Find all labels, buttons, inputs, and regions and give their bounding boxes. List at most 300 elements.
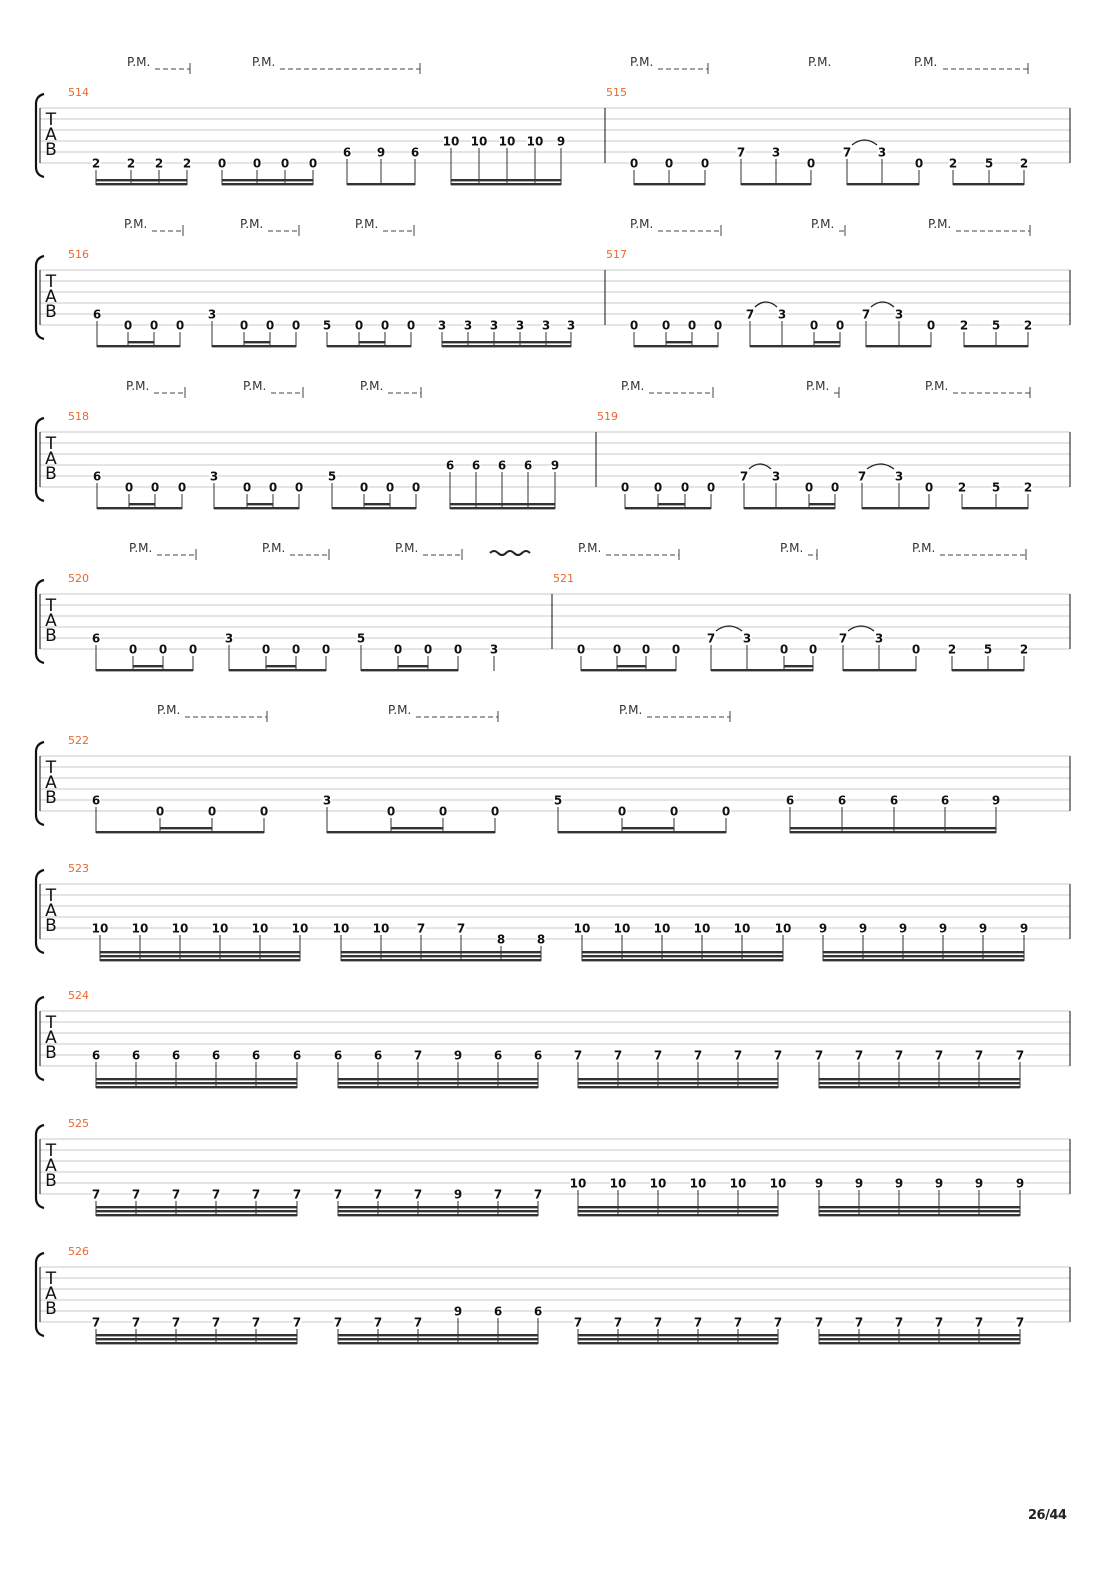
fret-number: 0 (207, 804, 217, 819)
fret-number: 0 (911, 642, 921, 657)
fret-number: 7 (413, 1315, 423, 1330)
fret-number: 0 (713, 318, 723, 333)
fret-number: 2 (1023, 318, 1033, 333)
fret-number: 7 (706, 631, 716, 646)
fret-number: 5 (983, 642, 993, 657)
beam (338, 1082, 538, 1084)
beam (952, 669, 1024, 671)
fret-number: 9 (453, 1304, 463, 1319)
fret-number: 7 (91, 1315, 101, 1330)
fret-number: 0 (321, 642, 331, 657)
measure-number: 522 (68, 734, 89, 747)
fret-number: 7 (333, 1187, 343, 1202)
fret-number: 7 (211, 1187, 221, 1202)
fret-number: 2 (948, 156, 958, 171)
fret-number: 0 (259, 804, 269, 819)
fret-number: 7 (894, 1048, 904, 1063)
tab-system (36, 703, 1070, 833)
fret-number: 0 (835, 318, 845, 333)
fret-number: 6 (410, 145, 420, 160)
fret-number: 10 (498, 134, 516, 149)
beam (578, 1206, 778, 1208)
fret-number: 7 (131, 1187, 141, 1202)
beam (229, 669, 326, 671)
beam (744, 507, 835, 509)
fret-number: 0 (490, 804, 500, 819)
beam (96, 1334, 297, 1336)
fret-number: 6 (493, 1304, 503, 1319)
fret-number: 10 (649, 1176, 667, 1191)
fret-number: 0 (188, 642, 198, 657)
tab-system (36, 217, 1070, 347)
fret-number: 5 (553, 793, 563, 808)
tab-system (36, 55, 1070, 185)
fret-number: 7 (373, 1187, 383, 1202)
fret-number: 7 (131, 1315, 141, 1330)
fret-number: 2 (1019, 642, 1029, 657)
tab-clef-letter: T (45, 886, 57, 906)
beam (581, 669, 676, 671)
fret-number: 3 (437, 318, 447, 333)
fret-number: 10 (291, 921, 309, 936)
tab-clef-letter: T (45, 272, 57, 292)
measure-number: 524 (68, 989, 89, 1002)
fret-number: 2 (126, 156, 136, 171)
beam (823, 959, 1024, 961)
fret-number: 7 (894, 1315, 904, 1330)
fret-number: 10 (251, 921, 269, 936)
beam (338, 1338, 538, 1340)
page-number: 26/44 (1028, 1508, 1067, 1523)
fret-number: 0 (175, 318, 185, 333)
fret-number: 0 (706, 480, 716, 495)
fret-number: 10 (569, 1176, 587, 1191)
tab-clef-letter: A (45, 449, 57, 469)
fret-number: 0 (177, 480, 187, 495)
fret-number: 0 (406, 318, 416, 333)
fret-number: 7 (493, 1187, 503, 1202)
measure-number: 514 (68, 86, 89, 99)
beam (128, 341, 154, 343)
fret-number: 5 (991, 318, 1001, 333)
fret-number: 6 (523, 458, 533, 473)
fret-number: 0 (653, 480, 663, 495)
fret-number: 6 (333, 1048, 343, 1063)
measure-number: 525 (68, 1117, 89, 1130)
beam (97, 507, 182, 509)
palm-mute-label: P.M. (124, 217, 148, 231)
beam (96, 1086, 297, 1088)
fret-number: 6 (940, 793, 950, 808)
fret-number: 0 (291, 318, 301, 333)
fret-number: 10 (211, 921, 229, 936)
fret-number: 9 (938, 921, 948, 936)
beam (96, 1078, 297, 1080)
beam (666, 341, 692, 343)
beam (558, 831, 726, 833)
beam (244, 341, 270, 343)
fret-number: 7 (934, 1315, 944, 1330)
measure-number: 519 (597, 410, 618, 423)
fret-number: 3 (322, 793, 332, 808)
fret-number: 6 (91, 1048, 101, 1063)
fret-number: 3 (771, 145, 781, 160)
tab-system (36, 1117, 1070, 1216)
fret-number: 10 (526, 134, 544, 149)
beam (578, 1210, 778, 1212)
fret-number: 9 (818, 921, 828, 936)
fret-number: 10 (372, 921, 390, 936)
beam (96, 1210, 297, 1212)
palm-mute-label: P.M. (630, 55, 654, 69)
fret-number: 0 (217, 156, 227, 171)
palm-mute-label: P.M. (928, 217, 952, 231)
fret-number: 9 (1019, 921, 1029, 936)
beam (819, 1210, 1020, 1212)
fret-number: 0 (380, 318, 390, 333)
palm-mute-label: P.M. (808, 55, 832, 69)
fret-number: 0 (641, 642, 651, 657)
beam (634, 345, 718, 347)
beam (819, 1078, 1020, 1080)
beam (100, 959, 300, 961)
palm-mute-label: P.M. (157, 703, 181, 717)
fret-number: 9 (1015, 1176, 1025, 1191)
fret-number: 2 (154, 156, 164, 171)
beam (847, 183, 919, 185)
fret-number: 3 (224, 631, 234, 646)
beam (450, 503, 555, 505)
fret-number: 7 (773, 1048, 783, 1063)
tab-clef-letter: T (45, 1141, 57, 1161)
fret-number: 3 (771, 469, 781, 484)
fret-number: 0 (124, 480, 134, 495)
fret-number: 9 (858, 921, 868, 936)
measure-number: 523 (68, 862, 89, 875)
fret-number: 7 (171, 1315, 181, 1330)
beam (341, 959, 541, 961)
palm-mute-label: P.M. (360, 379, 384, 393)
fret-number: 7 (974, 1048, 984, 1063)
tab-clef-letter: B (45, 1299, 57, 1319)
beam (160, 827, 212, 829)
beam (96, 831, 264, 833)
beam (364, 503, 390, 505)
palm-mute-label: P.M. (912, 541, 936, 555)
tab-clef-letter: B (45, 1171, 57, 1191)
beam (582, 955, 783, 957)
fret-number: 2 (947, 642, 957, 657)
tab-clef-letter: B (45, 302, 57, 322)
fret-number: 2 (959, 318, 969, 333)
tab-clef-letter: T (45, 434, 57, 454)
fret-number: 10 (171, 921, 189, 936)
palm-mute-label: P.M. (262, 541, 286, 555)
beam (578, 1338, 778, 1340)
fret-number: 3 (463, 318, 473, 333)
fret-number: 0 (280, 156, 290, 171)
fret-number: 0 (291, 642, 301, 657)
fret-number: 0 (721, 804, 731, 819)
fret-number: 3 (489, 318, 499, 333)
fret-number: 7 (373, 1315, 383, 1330)
beam (96, 1082, 297, 1084)
fret-number: 0 (664, 156, 674, 171)
beam (212, 345, 296, 347)
beam (359, 341, 385, 343)
fret-number: 0 (242, 480, 252, 495)
beam (391, 827, 443, 829)
fret-number: 2 (957, 480, 967, 495)
fret-number: 0 (612, 642, 622, 657)
beam (582, 951, 783, 953)
fret-number: 0 (252, 156, 262, 171)
fret-number: 9 (550, 458, 560, 473)
fret-number: 0 (700, 156, 710, 171)
fret-number: 6 (92, 307, 102, 322)
measure-number: 517 (606, 248, 627, 261)
fret-number: 6 (445, 458, 455, 473)
beam (964, 345, 1028, 347)
fret-number: 10 (774, 921, 792, 936)
beam (790, 827, 996, 829)
fret-number: 2 (1019, 156, 1029, 171)
fret-number: 0 (806, 156, 816, 171)
beam (327, 831, 495, 833)
tab-clef-letter: A (45, 125, 57, 145)
beam (327, 345, 411, 347)
palm-mute-label: P.M. (243, 379, 267, 393)
fret-number: 7 (211, 1315, 221, 1330)
palm-mute-label: P.M. (127, 55, 151, 69)
beam (338, 1078, 538, 1080)
tab-system (36, 541, 1070, 671)
fret-number: 0 (453, 642, 463, 657)
tab-clef-letter: B (45, 626, 57, 646)
fret-number: 0 (687, 318, 697, 333)
beam (750, 345, 840, 347)
fret-number: 6 (91, 793, 101, 808)
fret-number: 0 (926, 318, 936, 333)
fret-number: 5 (991, 480, 1001, 495)
tab-clef-letter: T (45, 758, 57, 778)
beam (214, 507, 299, 509)
tab-clef-letter: B (45, 788, 57, 808)
fret-number: 5 (356, 631, 366, 646)
fret-number: 7 (171, 1187, 181, 1202)
fret-number: 7 (739, 469, 749, 484)
fret-number: 0 (239, 318, 249, 333)
palm-mute-label: P.M. (925, 379, 949, 393)
beam (625, 507, 711, 509)
fret-number: 10 (613, 921, 631, 936)
fret-number: 7 (413, 1187, 423, 1202)
palm-mute-label: P.M. (388, 703, 412, 717)
fret-number: 6 (785, 793, 795, 808)
beam (814, 341, 840, 343)
beam (133, 665, 163, 667)
fret-number: 6 (131, 1048, 141, 1063)
fret-number: 10 (332, 921, 350, 936)
fret-number: 10 (442, 134, 460, 149)
fret-number: 7 (838, 631, 848, 646)
fret-number: 10 (769, 1176, 787, 1191)
beam (658, 503, 685, 505)
beam (398, 665, 428, 667)
fret-number: 3 (877, 145, 887, 160)
fret-number: 7 (854, 1048, 864, 1063)
beam (332, 507, 416, 509)
fret-number: 3 (742, 631, 752, 646)
palm-mute-label: P.M. (811, 217, 835, 231)
beam (819, 1338, 1020, 1340)
fret-number: 7 (91, 1187, 101, 1202)
fret-number: 0 (294, 480, 304, 495)
fret-number: 9 (898, 921, 908, 936)
fret-number: 0 (808, 642, 818, 657)
tab-clef-letter: A (45, 773, 57, 793)
beam (338, 1334, 538, 1336)
fret-number: 0 (423, 642, 433, 657)
beam (741, 183, 811, 185)
fret-number: 0 (359, 480, 369, 495)
beam (823, 955, 1024, 957)
fret-number: 0 (680, 480, 690, 495)
fret-number: 0 (158, 642, 168, 657)
fret-number: 2 (182, 156, 192, 171)
fret-number: 0 (438, 804, 448, 819)
fret-number: 7 (842, 145, 852, 160)
fret-number: 7 (736, 145, 746, 160)
palm-mute-label: P.M. (619, 703, 643, 717)
fret-number: 6 (471, 458, 481, 473)
fret-number: 3 (489, 642, 499, 657)
beam (338, 1342, 538, 1344)
tab-clef-letter: B (45, 1043, 57, 1063)
fret-number: 10 (609, 1176, 627, 1191)
fret-number: 0 (661, 318, 671, 333)
beam (100, 955, 300, 957)
beam (809, 503, 835, 505)
beam (131, 179, 159, 181)
tab-system (36, 1245, 1070, 1344)
fret-number: 5 (984, 156, 994, 171)
beam (442, 345, 571, 347)
fret-number: 6 (533, 1048, 543, 1063)
fret-number: 3 (566, 318, 576, 333)
fret-number: 6 (92, 469, 102, 484)
fret-number: 10 (573, 921, 591, 936)
fret-number: 7 (773, 1315, 783, 1330)
beam (823, 951, 1024, 953)
beam (97, 345, 180, 347)
beam (843, 669, 916, 671)
tab-clef-letter: A (45, 1284, 57, 1304)
fret-number: 6 (889, 793, 899, 808)
fret-number: 9 (453, 1187, 463, 1202)
fret-number: 7 (613, 1315, 623, 1330)
fret-number: 10 (733, 921, 751, 936)
beam (578, 1214, 778, 1216)
beam (96, 1338, 297, 1340)
fret-number: 9 (556, 134, 566, 149)
fret-number: 10 (689, 1176, 707, 1191)
fret-number: 10 (91, 921, 109, 936)
beam (819, 1214, 1020, 1216)
fret-number: 9 (453, 1048, 463, 1063)
beam (451, 179, 561, 181)
beam (790, 831, 996, 833)
beam (96, 669, 193, 671)
fret-number: 10 (729, 1176, 747, 1191)
beam (341, 951, 541, 953)
tab-clef-letter: A (45, 901, 57, 921)
fret-number: 9 (814, 1176, 824, 1191)
palm-mute-label: P.M. (630, 217, 654, 231)
beam (361, 669, 458, 671)
fret-number: 0 (411, 480, 421, 495)
beam (442, 341, 571, 343)
beam (338, 1086, 538, 1088)
fret-number: 7 (745, 307, 755, 322)
tab-clef-letter: T (45, 110, 57, 130)
fret-number: 7 (814, 1315, 824, 1330)
beam (96, 1214, 297, 1216)
fret-number: 0 (924, 480, 934, 495)
tab-clef-letter: T (45, 1013, 57, 1033)
beam (953, 183, 1024, 185)
fret-number: 7 (573, 1048, 583, 1063)
fret-number: 0 (268, 480, 278, 495)
fret-number: 7 (653, 1315, 663, 1330)
palm-mute-label: P.M. (578, 541, 602, 555)
beam (578, 1334, 778, 1336)
fret-number: 9 (978, 921, 988, 936)
beam (819, 1086, 1020, 1088)
palm-mute-label: P.M. (126, 379, 150, 393)
tab-clef-letter: A (45, 611, 57, 631)
fret-number: 0 (804, 480, 814, 495)
beam (338, 1210, 538, 1212)
palm-mute-label: P.M. (806, 379, 830, 393)
fret-number: 0 (914, 156, 924, 171)
fret-number: 8 (536, 932, 546, 947)
fret-number: 0 (669, 804, 679, 819)
beam (634, 183, 705, 185)
tab-clef-letter: A (45, 1028, 57, 1048)
fret-number: 0 (620, 480, 630, 495)
fret-number: 7 (613, 1048, 623, 1063)
fret-number: 7 (861, 307, 871, 322)
fret-number: 9 (991, 793, 1001, 808)
fret-number: 0 (671, 642, 681, 657)
fret-number: 7 (693, 1315, 703, 1330)
beam (819, 1342, 1020, 1344)
fret-number: 7 (733, 1048, 743, 1063)
beam (962, 507, 1028, 509)
tab-clef-letter: A (45, 1156, 57, 1176)
palm-mute-label: P.M. (780, 541, 804, 555)
fret-number: 3 (209, 469, 219, 484)
fret-number: 7 (934, 1048, 944, 1063)
fret-number: 6 (373, 1048, 383, 1063)
beam (578, 1342, 778, 1344)
fret-number: 2 (1023, 480, 1033, 495)
beam (96, 1342, 297, 1344)
fret-number: 5 (322, 318, 332, 333)
tab-clef-letter: A (45, 287, 57, 307)
fret-number: 0 (629, 156, 639, 171)
